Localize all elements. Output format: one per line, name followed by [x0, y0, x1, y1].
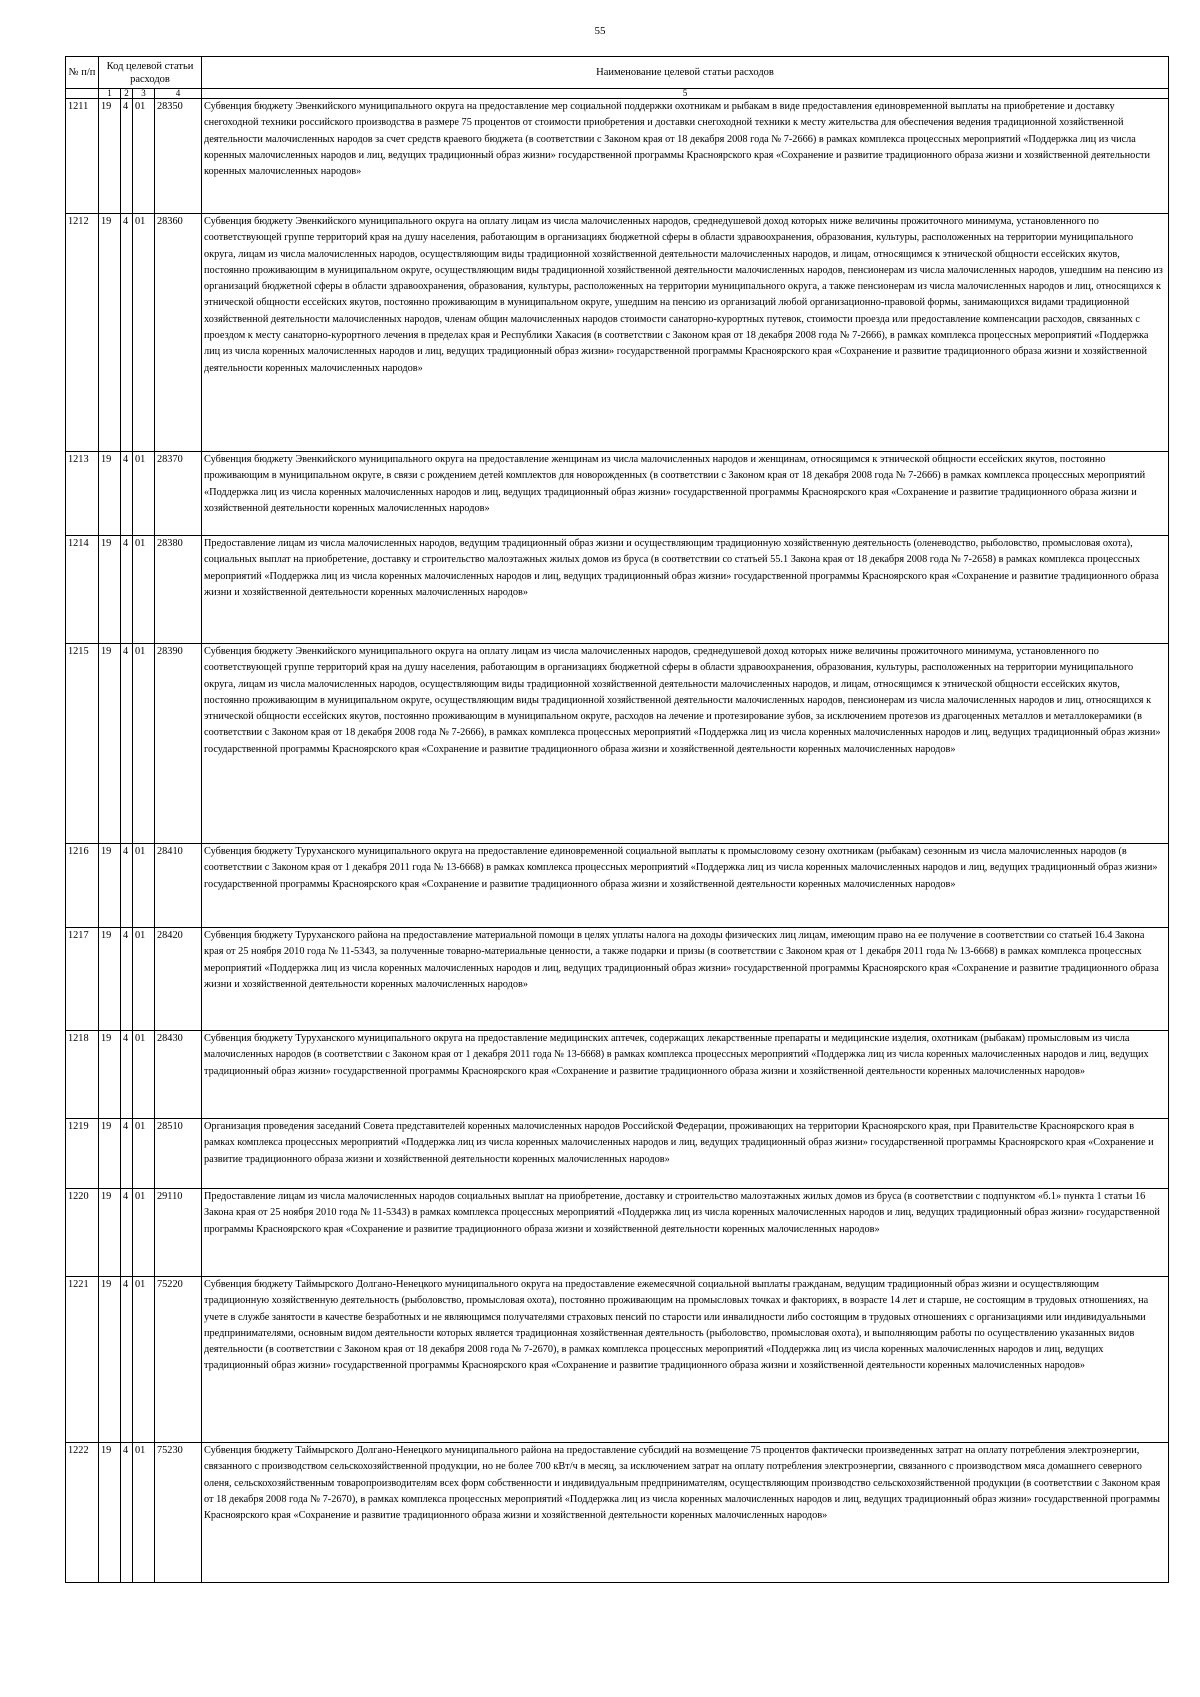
code-part-1: 19: [99, 928, 121, 1031]
row-number: 1221: [66, 1277, 99, 1443]
row-number: 1220: [66, 1189, 99, 1277]
code-part-2: 4: [121, 1031, 133, 1119]
code-part-1: 19: [99, 536, 121, 644]
header-num-blank: [66, 89, 99, 99]
code-part-4: 28410: [155, 844, 202, 928]
row-description: Субвенция бюджету Эвенкийского муниципального округа на предоставление мер социальной поддержки охотникам и рыбакам в виде предоставления единовременной выплаты на приобретение и доставку снегоходной техники российского производства в размере 75 процентов от стоимости приобретения и доставки снегоходной техники к месту жительства для обеспечения ведения традиционной хозяйственной деятельности малочисленных народов за счет средств краевого бюджета (в соответствии с Законом края от 18 декабря 2008 года № 7-2666) в рамках комплекса процессных мероприятий «Поддержка лиц из числа коренных малочисленных народов и лиц, ведущих традиционный образ жизни» государственной программы Красноярского края «Сохранение и развитие традиционного образа жизни и хозяйственной деятельности коренных малочисленных народов»: [202, 99, 1169, 214]
row-description: Предоставление лицам из числа малочисленных народов, ведущим традиционный образ жизни и осуществляющим традиционную хозяйственную деятельность (оленеводство, рыболовство, промысловая охота), социальных выплат на приобретение, доставку и строительство малоэтажных жилых домов из бруса (в соответствии со статьей 55.1 Закона края от 18 декабря 2008 года № 7-2658) в рамках комплекса процессных мероприятий «Поддержка лиц из числа коренных малочисленных народов и лиц, ведущих традиционный образ жизни» государственной программы Красноярского края «Сохранение и развитие традиционного образа жизни и хозяйственной деятельности коренных малочисленных народов»: [202, 536, 1169, 644]
code-part-3: 01: [133, 1031, 155, 1119]
row-number: 1219: [66, 1119, 99, 1189]
code-part-1: 19: [99, 452, 121, 536]
code-part-4: 28360: [155, 214, 202, 452]
table-row: [66, 928, 1169, 1031]
code-part-2: 4: [121, 644, 133, 844]
code-part-2: 4: [121, 1189, 133, 1277]
code-part-3: 01: [133, 644, 155, 844]
row-description: Субвенция бюджету Туруханского муниципального округа на предоставление медицинских аптечек, содержащих лекарственные препараты и медицинские изделия, охотникам (рыбакам) промысловым из числа малочисленных народов (в соответствии с Законом края от 1 декабря 2011 года № 13-6668) в рамках комплекса процессных мероприятий «Поддержка лиц из числа коренных малочисленных народов и лиц, ведущих традиционный образ жизни» государственной программы Красноярского края «Сохранение и развитие традиционного образа жизни и хозяйственной деятельности коренных малочисленных народов»: [202, 1031, 1169, 1119]
code-part-1: 19: [99, 644, 121, 844]
code-part-2: 4: [121, 99, 133, 214]
code-part-4: 28390: [155, 644, 202, 844]
table-row: [66, 214, 1169, 452]
code-part-1: 19: [99, 1277, 121, 1443]
code-part-3: 01: [133, 1443, 155, 1583]
code-part-3: 01: [133, 452, 155, 536]
table-row: [66, 536, 1169, 644]
code-part-4: 28370: [155, 452, 202, 536]
code-part-2: 4: [121, 1119, 133, 1189]
header-num: 4: [155, 89, 202, 99]
code-part-3: 01: [133, 844, 155, 928]
code-part-2: 4: [121, 214, 133, 452]
header-num: 1: [99, 89, 121, 99]
table-row: [66, 99, 1169, 214]
row-number: 1216: [66, 844, 99, 928]
page-number: 55: [594, 25, 606, 37]
table-row: [66, 452, 1169, 536]
code-part-1: 19: [99, 214, 121, 452]
row-number: 1222: [66, 1443, 99, 1583]
row-description: Субвенция бюджету Эвенкийского муниципального округа на предоставление женщинам из числа малочисленных народов и женщинам, относящимся к этнической общности ессейских якутов, постоянно проживающим в муниципальном округе, в связи с рождением детей комплектов для новорожденных (в соответствии с Законом края от 18 декабря 2008 года № 7-2666) в рамках комплекса процессных мероприятий «Поддержка лиц из числа коренных малочисленных народов и лиц, ведущих традиционный образ жизни» государственной программы Красноярского края «Сохранение и развитие традиционного образа жизни и хозяйственной деятельности коренных малочисленных народов»: [202, 452, 1169, 536]
code-part-3: 01: [133, 928, 155, 1031]
header-row: [66, 57, 1169, 89]
code-part-2: 4: [121, 452, 133, 536]
code-part-1: 19: [99, 844, 121, 928]
header-num: 2: [121, 89, 133, 99]
code-part-2: 4: [121, 1443, 133, 1583]
code-part-3: 01: [133, 1277, 155, 1443]
code-part-4: 75220: [155, 1277, 202, 1443]
row-description: Субвенция бюджету Туруханского муниципального округа на предоставление единовременной социальной выплаты к промысловому сезону охотникам (рыбакам) сезонным из числа малочисленных народов (в соответствии с Законом края от 1 декабря 2011 года № 13-6668) в рамках комплекса процессных мероприятий «Поддержка лиц из числа коренных малочисленных народов и лиц, ведущих традиционный образ жизни» государственной программы Красноярского края «Сохранение и развитие традиционного образа жизни и хозяйственной деятельности коренных малочисленных народов»: [202, 844, 1169, 928]
row-number: 1211: [66, 99, 99, 214]
table-row: [66, 1189, 1169, 1277]
row-number: 1215: [66, 644, 99, 844]
table-row: [66, 644, 1169, 844]
row-description: Предоставление лицам из числа малочисленных народов социальных выплат на приобретение, доставку и строительство малоэтажных жилых домов из бруса (в соответствии с подпунктом «б.1» пункта 1 статьи 16 Закона края от 25 ноября 2010 года № 11-5343) в рамках комплекса процессных мероприятий «Поддержка лиц из числа коренных малочисленных народов и лиц, ведущих традиционный образ жизни» государственной программы Красноярского края «Сохранение и развитие традиционного образа жизни и хозяйственной деятельности коренных малочисленных народов»: [202, 1189, 1169, 1277]
row-description: Субвенция бюджету Таймырского Долгано-Ненецкого муниципального округа на предоставление ежемесячной социальной выплаты гражданам, ведущим традиционный образ жизни и осуществляющим традиционную хозяйственную деятельность (рыболовство, промысловая охота), постоянно проживающим на промысловых точках и факториях, в возрасте 14 лет и старше, не состоящим в трудовых отношениях, на учете в службе занятости в качестве безработных и не являющимся получателями страховых пенсий по старости или инвалидности либо состоящим в трудовых отношениях с организациями или индивидуальными предпринимателями, основным видом деятельности которых является традиционная хозяйственная деятельность (рыболовство, промысловая охота), и выполняющим работы по осуществлению указанных видов деятельности (в соответствии с Законом края от 18 декабря 2008 года № 7-2670), в рамках комплекса процессных мероприятий «Поддержка лиц из числа коренных малочисленных народов и лиц, ведущих традиционный образ жизни» государственной программы Красноярского края «Сохранение и развитие традиционного образа жизни и хозяйственной деятельности коренных малочисленных народов»: [202, 1277, 1169, 1443]
code-part-1: 19: [99, 1119, 121, 1189]
code-part-1: 19: [99, 99, 121, 214]
header-col-name: Наименование целевой статьи расходов: [202, 57, 1169, 89]
row-description: Субвенция бюджету Таймырского Долгано-Ненецкого муниципального района на предоставление субсидий на возмещение 75 процентов фактически произведенных затрат на оплату потребления электроэнергии, связанного с производством сельскохозяйственной продукции, но не более 700 кВт/ч в месяц, за исключением затрат на оплату потребления электроэнергии, связанного с производством мяса домашнего северного оленя, сельскохозяйственным товаропроизводителям всех форм собственности и индивидуальным предпринимателям, осуществляющим производство сельскохозяйственной продукции (в соответствии с Законом края от 18 декабря 2008 года № 7-2670), в рамках комплекса процессных мероприятий «Поддержка лиц из числа коренных малочисленных народов и лиц, ведущих традиционный образ жизни» государственной программы Красноярского края «Сохранение и развитие традиционного образа жизни и хозяйственной деятельности коренных малочисленных народов»: [202, 1443, 1169, 1583]
row-number: 1218: [66, 1031, 99, 1119]
header-num: 3: [133, 89, 155, 99]
code-part-4: 28420: [155, 928, 202, 1031]
row-description: Субвенция бюджету Эвенкийского муниципального округа на оплату лицам из числа малочисленных народов, среднедушевой доход которых ниже величины прожиточного минимума, установленного по соответствующей группе территорий края на душу населения, работающим в организациях бюджетной сферы в области здравоохранения, образования, культуры, расположенных на территории муниципального округа, лицам из числа малочисленных народов, осуществляющим виды традиционной хозяйственной деятельности малочисленных народов, и лицам, относящимся к этнической общности ессейских якутов, постоянно проживающим в муниципальном округе, осуществляющим виды традиционной хозяйственной деятельности малочисленных народов, пенсионерам из числа малочисленных народов и лиц, относящихся к этнической общности ессейских якутов, постоянно проживающим в муниципальном округе, расходов на лечение и протезирование зубов, за исключением протезов из драгоценных металлов и металлокерамики (в соответствии с Законом края от 18 декабря 2008 года № 7-2666), в рамках комплекса процессных мероприятий «Поддержка лиц из числа коренных малочисленных народов и лиц, ведущих традиционный образ жизни» государственной программы Красноярского края «Сохранение и развитие традиционного образа жизни и хозяйственной деятельности коренных малочисленных народов»: [202, 644, 1169, 844]
code-part-2: 4: [121, 1277, 133, 1443]
code-part-3: 01: [133, 1189, 155, 1277]
header-col-code: Код целевой статьи расходов: [99, 57, 202, 89]
code-part-2: 4: [121, 536, 133, 644]
code-part-4: 28510: [155, 1119, 202, 1189]
code-part-3: 01: [133, 1119, 155, 1189]
table-row: [66, 1277, 1169, 1443]
header-col-no: № п/п: [66, 57, 99, 89]
code-part-3: 01: [133, 99, 155, 214]
row-number: 1212: [66, 214, 99, 452]
row-number: 1213: [66, 452, 99, 536]
table-row: [66, 1031, 1169, 1119]
code-part-4: 28380: [155, 536, 202, 644]
code-part-4: 28430: [155, 1031, 202, 1119]
code-part-2: 4: [121, 928, 133, 1031]
code-part-4: 28350: [155, 99, 202, 214]
header-number-row: [66, 89, 1169, 99]
code-part-1: 19: [99, 1031, 121, 1119]
header-num: 5: [202, 89, 1169, 99]
row-description: Субвенция бюджету Туруханского района на предоставление материальной помощи в целях уплаты налога на доходы физических лиц лицам, имеющим право на ее получение в соответствии со статьей 16.4 Закона края от 25 ноября 2010 года № 11-5343, за полученные товарно-материальные ценности, а также подарки и призы (в соответствии с Законом края от 1 декабря 2011 года № 13-6668) в рамках комплекса процессных мероприятий «Поддержка лиц из числа коренных малочисленных народов и лиц, ведущих традиционный образ жизни» государственной программы Красноярского края «Сохранение и развитие традиционного образа жизни и хозяйственной деятельности коренных малочисленных народов»: [202, 928, 1169, 1031]
table-row: [66, 1119, 1169, 1189]
code-part-3: 01: [133, 214, 155, 452]
row-number: 1214: [66, 536, 99, 644]
code-part-4: 75230: [155, 1443, 202, 1583]
code-part-3: 01: [133, 536, 155, 644]
code-part-4: 29110: [155, 1189, 202, 1277]
table-row: [66, 1443, 1169, 1583]
code-part-1: 19: [99, 1443, 121, 1583]
row-number: 1217: [66, 928, 99, 1031]
code-part-2: 4: [121, 844, 133, 928]
code-part-1: 19: [99, 1189, 121, 1277]
budget-table: [65, 56, 1169, 1583]
row-description: Организация проведения заседаний Совета представителей коренных малочисленных народов Российской Федерации, проживающих на территории Красноярского края, при Правительстве Красноярского края в рамках комплекса процессных мероприятий «Поддержка лиц из числа коренных малочисленных народов и лиц, ведущих традиционный образ жизни» государственной программы Красноярского края «Сохранение и развитие традиционного образа жизни и хозяйственной деятельности коренных малочисленных народов»: [202, 1119, 1169, 1189]
row-description: Субвенция бюджету Эвенкийского муниципального округа на оплату лицам из числа малочисленных народов, среднедушевой доход которых ниже величины прожиточного минимума, установленного по соответствующей группе территорий края на душу населения, работающим в организациях бюджетной сферы в области здравоохранения, образования, культуры, расположенных на территории муниципального округа, лицам из числа малочисленных народов, осуществляющим виды традиционной хозяйственной деятельности малочисленных народов, и лицам, относящимся к этнической общности ессейских якутов, постоянно проживающим в муниципальном округе, осуществляющим виды традиционной хозяйственной деятельности малочисленных народов, пенсионерам из числа малочисленных народов, ушедшим на пенсию из организаций бюджетной сферы в области здравоохранения, образования, культуры, расположенных на территории муниципального округа, а также пенсионерам из числа малочисленных народов и лиц, относящихся к этнической общности ессейских якутов, постоянно проживающим в муниципальном округе, ушедшим на пенсию из организаций любой организационно-правовой формы, занимающихся видами традиционной хозяйственной деятельности малочисленных народов, членам общин малочисленных народов стоимости санаторно-курортных путевок, стоимости проезда или предоставление компенсации расходов, связанных с проездом к месту санаторно-курортного лечения в пределах края и Республики Хакасия (в соответствии с Законом края от 18 декабря 2008 года № 7-2666), в рамках комплекса процессных мероприятий «Поддержка лиц из числа коренных малочисленных народов и лиц, ведущих традиционный образ жизни» государственной программы Красноярского края «Сохранение и развитие традиционного образа жизни и хозяйственной деятельности коренных малочисленных народов»: [202, 214, 1169, 452]
table-row: [66, 844, 1169, 928]
